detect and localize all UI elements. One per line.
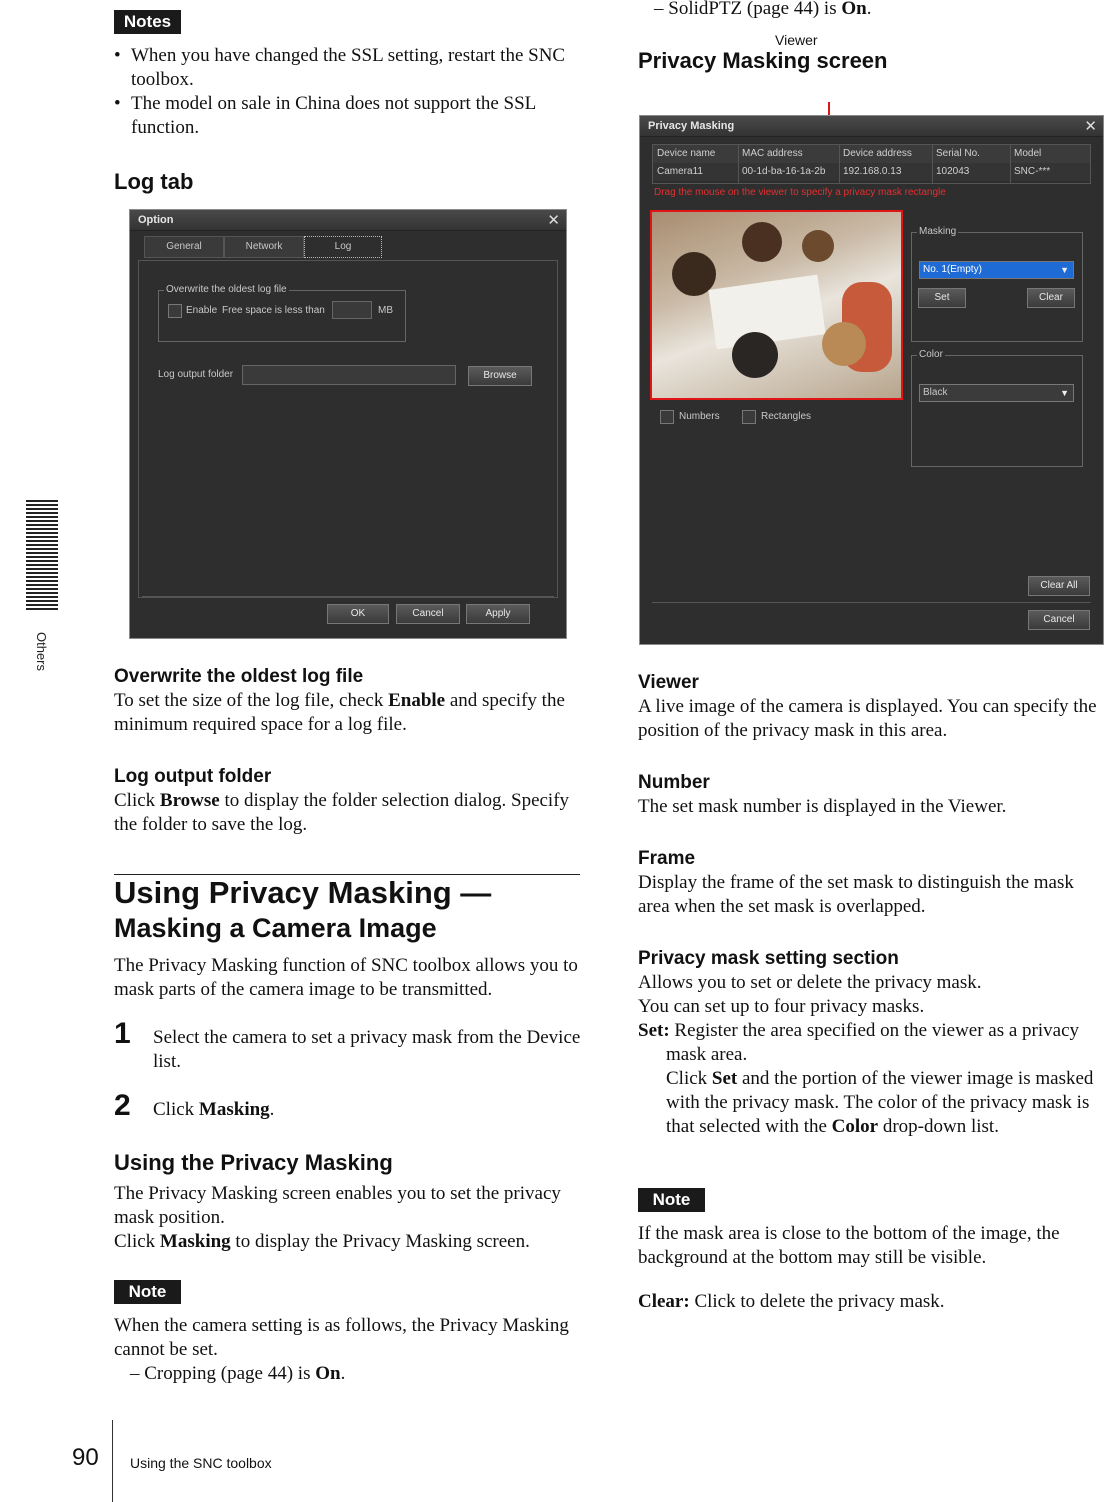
mb-unit: MB <box>378 305 393 316</box>
apply-button[interactable]: Apply <box>466 604 530 624</box>
set-detail: Click Set and the portion of the viewer image is masked with the privacy mask. The color of the privacy mask is that selected with the Color drop-down list. <box>666 1068 1094 1137</box>
mask-number-value: No. 1(Empty) <box>923 264 982 275</box>
mask-setting-heading: Privacy mask setting section <box>638 948 899 969</box>
cancel-button[interactable]: Cancel <box>1028 610 1090 630</box>
color-label: Color <box>919 349 943 360</box>
color-select[interactable] <box>919 384 1074 402</box>
chevron-down-icon: ▼ <box>1060 388 1069 398</box>
cell-model: SNC-*** <box>1014 166 1051 177</box>
clear-all-button[interactable]: Clear All <box>1028 576 1090 596</box>
cropping-text: – Cropping (page 44) is On. <box>130 1363 346 1384</box>
log-output-heading: Log output folder <box>114 766 272 787</box>
option-dialog <box>129 209 567 639</box>
viewer-hint: Drag the mouse on the viewer to specify a privacy mask rectangle <box>654 187 946 198</box>
note-badge-right: Note <box>638 1188 705 1212</box>
viewer-heading: Viewer <box>638 672 699 693</box>
browse-button[interactable]: Browse <box>468 366 532 386</box>
device-table <box>652 144 1091 184</box>
notes-badge: Notes <box>114 10 181 34</box>
callout-viewer-label: Viewer <box>775 32 818 48</box>
cell-serial: 102043 <box>936 166 970 177</box>
side-label: Others <box>34 632 49 672</box>
col-serial: Serial No. <box>936 148 980 159</box>
cell-mac: 00-1d-ba-16-1a-2b <box>742 166 826 177</box>
log-output-input[interactable] <box>242 365 456 385</box>
solidptz-text: – SolidPTZ (page 44) is On. <box>654 0 872 19</box>
set-button[interactable]: Set <box>918 288 966 308</box>
frame-heading: Frame <box>638 848 696 869</box>
overwrite-group-label: Overwrite the oldest log file <box>166 284 287 295</box>
pm-title: Privacy Masking <box>648 120 735 132</box>
number-text: The set mask number is displayed in the Viewer. <box>638 796 1007 817</box>
option-titlebar <box>130 210 566 231</box>
color-group <box>911 355 1083 467</box>
notes-list <box>114 44 584 140</box>
pm-titlebar <box>640 116 1103 137</box>
footer-divider <box>112 1420 113 1502</box>
camera-viewer[interactable] <box>650 210 903 400</box>
tab-network[interactable]: Network <box>224 236 304 258</box>
mask-setting-text2: You can set up to four privacy masks. <box>638 996 925 1017</box>
col-mac: MAC address <box>742 148 803 159</box>
number-heading: Number <box>638 772 710 793</box>
chevron-down-icon: ▼ <box>1060 265 1069 275</box>
option-title: Option <box>138 214 174 226</box>
section-title-line1: Using Privacy Masking — <box>114 875 492 910</box>
free-space-label: Free space is less than <box>222 305 325 316</box>
step-2-text: Click Masking. <box>153 1099 275 1120</box>
step-1-text: Select the camera to set a privacy mask from the Device list. <box>153 1027 581 1072</box>
log-output-text: Click Browse to display the folder selection dialog. Specify the folder to save the log. <box>114 790 570 835</box>
cell-device-address: 192.168.0.13 <box>843 166 902 177</box>
col-device-name: Device name <box>657 148 716 159</box>
note-text: When the camera setting is as follows, the Privacy Masking cannot be set. <box>114 1315 569 1360</box>
overwrite-text: To set the size of the log file, check Enable and specify the minimum required space for a log file. <box>114 690 565 735</box>
clear-button[interactable]: Clear <box>1027 288 1075 308</box>
privacy-masking-dialog <box>639 115 1104 645</box>
log-output-label: Log output folder <box>158 369 234 380</box>
numbers-label: Numbers <box>679 411 720 422</box>
frame-text: Display the frame of the set mask to distinguish the mask area when the set mask is overlapped. <box>638 872 1074 917</box>
using-text: The Privacy Masking screen enables you to set the privacy mask position. <box>114 1183 561 1228</box>
divider <box>652 602 1091 603</box>
cancel-button[interactable]: Cancel <box>396 604 460 624</box>
page-number: 90 <box>72 1444 99 1471</box>
rectangles-label: Rectangles <box>761 411 812 422</box>
note-text-right: If the mask area is close to the bottom of the image, the background at the bottom may still be visible. <box>638 1223 1060 1268</box>
note-item: • When you have changed the SSL setting, restart the SNC toolbox. <box>114 44 584 92</box>
footer-section: Using the SNC toolbox <box>130 1455 272 1471</box>
viewer-text: A live image of the camera is displayed. You can specify the position of the privacy mask in this area. <box>638 696 1097 741</box>
ok-button[interactable]: OK <box>327 604 389 624</box>
enable-checkbox[interactable] <box>168 304 182 318</box>
set-description: Set: Register the area specified on the viewer as a privacy mask area. <box>638 1020 1080 1065</box>
col-model: Model <box>1014 148 1042 159</box>
note-badge: Note <box>114 1280 181 1304</box>
close-icon[interactable]: ✕ <box>547 212 560 229</box>
section-title-line2: Masking a Camera Image <box>114 913 437 943</box>
using-heading: Using the Privacy Masking <box>114 1150 393 1175</box>
intro-text: The Privacy Masking function of SNC toolbox allows you to mask parts of the camera image to be transmitted. <box>114 955 578 1000</box>
step-number: 1 <box>114 1017 131 1050</box>
log-tab-heading: Log tab <box>114 169 194 194</box>
overwrite-heading: Overwrite the oldest log file <box>114 666 364 687</box>
tab-general[interactable]: General <box>144 236 224 258</box>
step-number: 2 <box>114 1089 131 1122</box>
mask-number-select[interactable] <box>919 261 1074 279</box>
color-value: Black <box>923 387 948 398</box>
cell-device-name: Camera11 <box>657 166 703 177</box>
masking-label: Masking <box>919 226 957 237</box>
tab-log[interactable]: Log <box>304 236 382 258</box>
divider <box>142 596 554 597</box>
clear-description: Clear: Click to delete the privacy mask. <box>638 1291 945 1312</box>
numbers-checkbox[interactable] <box>660 410 674 424</box>
using-click-text: Click Masking to display the Privacy Masking screen. <box>114 1231 530 1252</box>
note-item: • The model on sale in China does not support the SSL function. <box>114 92 584 140</box>
close-icon[interactable]: ✕ <box>1084 118 1097 135</box>
col-device-address: Device address <box>843 148 912 159</box>
rectangles-checkbox[interactable] <box>742 410 756 424</box>
side-index-tab <box>26 500 58 614</box>
mask-setting-text1: Allows you to set or delete the privacy mask. <box>638 972 982 993</box>
masking-group <box>911 232 1083 342</box>
pm-screen-heading: Privacy Masking screen <box>638 48 888 73</box>
free-space-input[interactable] <box>332 301 372 319</box>
enable-label: Enable <box>186 305 218 316</box>
table-header <box>653 145 1090 163</box>
table-row[interactable] <box>653 163 1090 181</box>
